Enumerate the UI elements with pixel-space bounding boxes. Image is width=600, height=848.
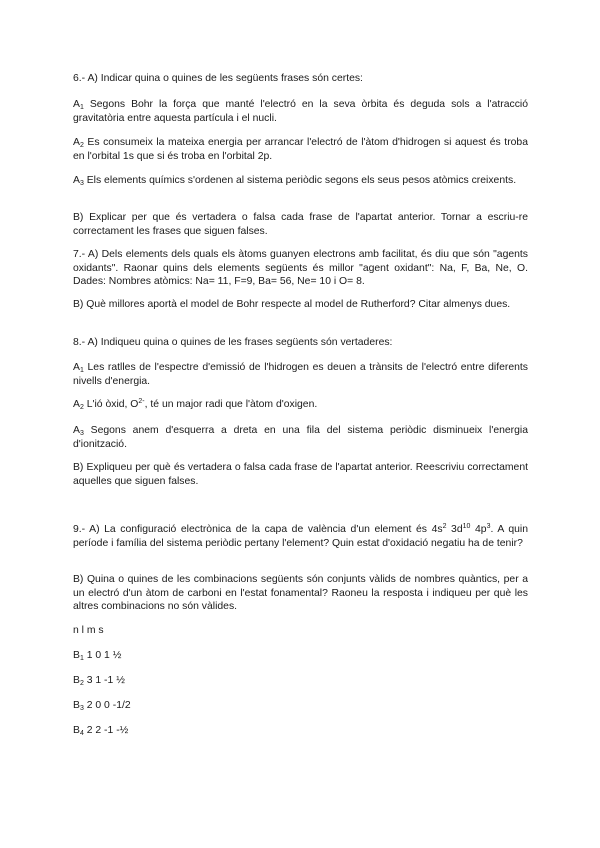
q6-intro: 6.- A) Indicar quina o quines de les següents frases són certes: <box>73 73 363 84</box>
statement-subscript: 3 <box>79 180 84 187</box>
quantum-option <box>73 649 528 663</box>
quantum-option <box>73 674 528 688</box>
q9-text: . A quin període i família del sistema periòdic pertany l'element? Quin estat d'oxidació negatiu ha de tenir? <box>73 524 528 549</box>
q8-part-b: B) Expliqueu per què és vertadera o falsa cada frase de l'apartat anterior. Reescriviu correctament aquelles que siguen falses. <box>73 462 528 487</box>
q9-text: 9.- A) La configuració electrònica de la capa de valència d'un element és 4s <box>73 524 443 535</box>
statement-label: A <box>73 425 80 436</box>
statement-label: A <box>73 99 80 110</box>
q6-statement-a3 <box>73 174 528 188</box>
q7-part-a: 7.- A) Dels elements dels quals els àtoms guanyen electrons amb facilitat, és diu que són "agents oxidants". Raonar quins dels elements següents és millor "agent oxidant": Na, F, Ba, Ne, O. Dades: Nombres atòmics: Na= 11, F=9, Ba= 56, Ne= 10 i O= 8. <box>73 249 528 288</box>
statement-text: Es consumeix la mateixa energia per arrancar l'electró de l'àtom d'hidrogen si aquest és troba en l'orbital 1s que si és troba en l'orbital 2p. <box>73 137 528 162</box>
statement-text: Els elements químics s'ordenen al sistema periòdic segons els seus pesos atòmics creixents. <box>83 175 517 186</box>
q9-part-b: B) Quina o quines de les combinacions següents són conjunts vàlids de nombres quàntics, per a un electró d'un àtom de carboni en l'estat fonamental? Raoneu la resposta i indiqueu per què les altres combinacions no són vàlides. <box>73 574 528 613</box>
statement-label: A <box>73 399 80 410</box>
statement-subscript: 2 <box>79 404 84 411</box>
option-subscript: 4 <box>79 730 84 737</box>
ion-charge-superscript: 2- <box>138 398 145 405</box>
q9-text: 3d <box>446 524 463 535</box>
q6-part-b: B) Explicar per que és vertadera o falsa cada frase de l'apartat anterior. Tornar a escriu-re correctament les frases que siguen falses. <box>73 212 528 237</box>
option-label: B <box>73 650 80 661</box>
option-values: 2 0 0 -1/2 <box>83 700 131 711</box>
statement-subscript: 3 <box>79 430 84 437</box>
exponent: 3 <box>486 523 491 530</box>
statement-text: Segons Bohr la força que manté l'electró en la seva òrbita és deguda sols a l'atracció gravitatòria entre aquesta partícula i el nucli. <box>73 99 528 124</box>
q6-statement-a1 <box>73 98 528 125</box>
statement-label: A <box>73 175 80 186</box>
statement-text: Segons anem d'esquerra a dreta en una fila del sistema periòdic disminueix l'energia d'ionització. <box>73 425 528 450</box>
option-label: B <box>73 725 80 736</box>
statement-subscript: 1 <box>79 104 84 111</box>
option-values: 2 2 -1 -½ <box>83 725 129 736</box>
option-values: 3 1 -1 ½ <box>83 675 125 686</box>
statement-text: Les ratlles de l'espectre d'emissió de l'hidrogen es deuen a trànsits de l'electró entre diferents nivells d'energia. <box>73 362 528 387</box>
option-label: B <box>73 675 80 686</box>
q6-statement-a2 <box>73 136 528 163</box>
option-subscript: 3 <box>79 705 84 712</box>
statement-text: , té un major radi que l'àtom d'oxigen. <box>144 399 318 410</box>
option-label: B <box>73 700 80 711</box>
statement-label: A <box>73 362 80 373</box>
q8-statement-a1 <box>73 361 528 388</box>
option-subscript: 1 <box>79 655 84 662</box>
option-values: 1 0 1 ½ <box>83 650 122 661</box>
quantum-option <box>73 699 528 713</box>
statement-subscript: 2 <box>79 142 84 149</box>
statement-label: A <box>73 137 80 148</box>
quantum-option <box>73 724 528 738</box>
q7-part-b: B) Què millores aportà el model de Bohr respecte al model de Rutherford? Citar almenys dues. <box>73 299 511 310</box>
q9-text: 4p <box>470 524 487 535</box>
option-subscript: 2 <box>79 680 84 687</box>
statement-text: L'ió òxid, O <box>83 399 139 410</box>
q8-statement-a2 <box>73 398 528 412</box>
q8-statement-a3 <box>73 424 528 451</box>
q8-intro: 8.- A) Indiqueu quina o quines de les frases següents són vertaderes: <box>73 337 393 348</box>
quantum-numbers-header: n l m s <box>73 625 104 636</box>
exponent: 10 <box>462 523 471 530</box>
statement-subscript: 1 <box>79 367 84 374</box>
q9-part-a <box>73 523 528 550</box>
exponent: 2 <box>442 523 447 530</box>
